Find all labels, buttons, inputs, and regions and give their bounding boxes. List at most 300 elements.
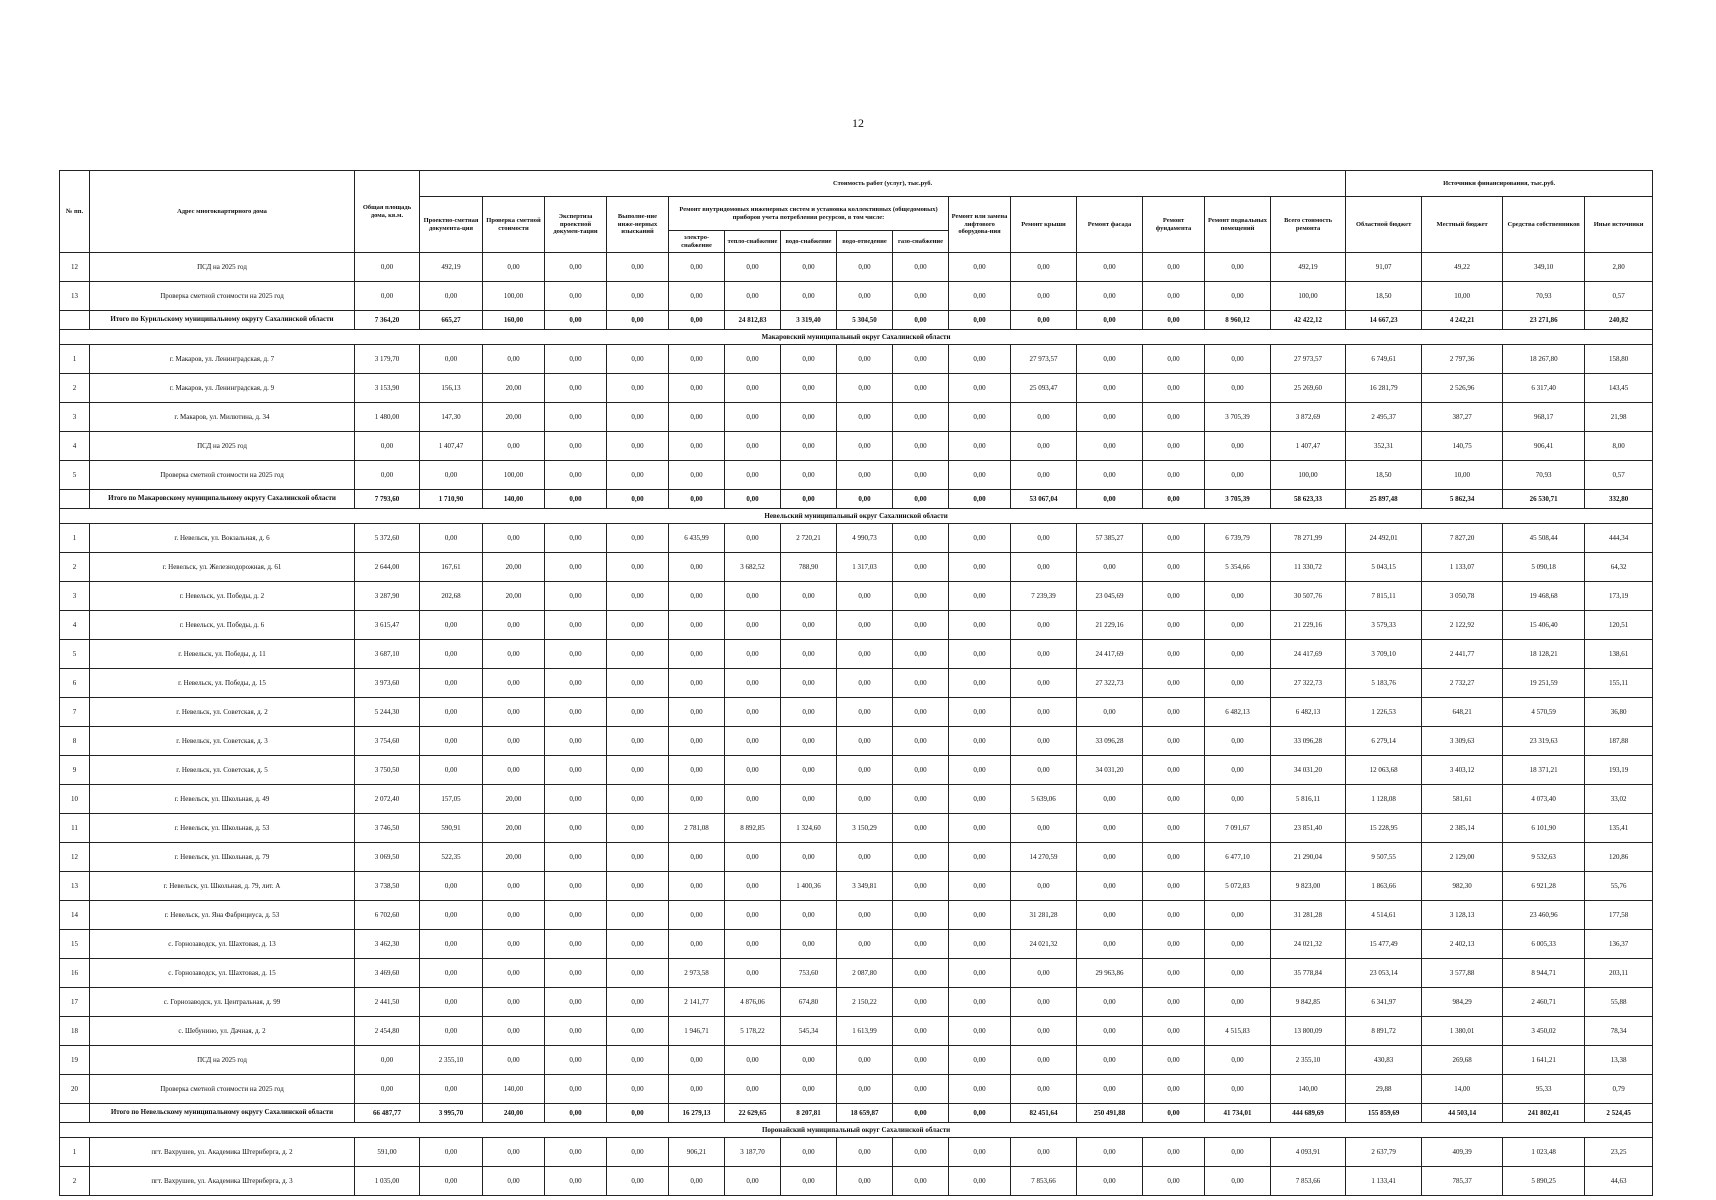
row-value: 23 271,86 — [1503, 311, 1585, 330]
row-address: г. Невельск, ул. Советская, д. 3 — [90, 727, 355, 756]
row-value: 0,00 — [893, 698, 949, 727]
row-value: 0,00 — [607, 553, 669, 582]
row-value: 70,93 — [1503, 461, 1585, 490]
row-value: 0,00 — [1011, 524, 1077, 553]
row-number: 18 — [60, 1017, 90, 1046]
row-value: 0,00 — [607, 727, 669, 756]
row-value: 0,00 — [1143, 1138, 1205, 1167]
row-value: 0,00 — [355, 432, 420, 461]
row-value: 1 380,01 — [1422, 1017, 1503, 1046]
row-value: 25 897,48 — [1346, 490, 1422, 509]
row-address: г. Макаров, ул. Ленинградская, д. 7 — [90, 345, 355, 374]
row-value: 21,98 — [1585, 403, 1653, 432]
row-value: 0,00 — [1143, 843, 1205, 872]
row-value: 0,00 — [420, 988, 483, 1017]
row-value: 0,00 — [483, 1138, 545, 1167]
row-value: 0,00 — [1011, 553, 1077, 582]
row-value: 0,00 — [949, 727, 1011, 756]
row-value: 0,00 — [607, 1046, 669, 1075]
row-value: 785,37 — [1422, 1167, 1503, 1196]
sub-gas-header: газо-снабжение — [893, 231, 949, 253]
row-value: 0,00 — [545, 930, 607, 959]
row-value: 0,00 — [949, 374, 1011, 403]
row-value: 9 842,85 — [1271, 988, 1346, 1017]
row-number: 4 — [60, 432, 90, 461]
row-value: 0,00 — [893, 1104, 949, 1123]
row-value: 44 503,14 — [1422, 1104, 1503, 1123]
row-value: 0,00 — [949, 1017, 1011, 1046]
row-value: 0,00 — [545, 490, 607, 509]
row-value: 5 862,34 — [1422, 490, 1503, 509]
row-value: 0,00 — [893, 843, 949, 872]
row-value: 3 403,12 — [1422, 756, 1503, 785]
row-number: 10 — [60, 785, 90, 814]
row-value: 0,00 — [607, 698, 669, 727]
row-value: 0,00 — [1205, 432, 1271, 461]
row-value: 3 705,39 — [1205, 490, 1271, 509]
row-value: 0,00 — [949, 1046, 1011, 1075]
row-value: 9 507,55 — [1346, 843, 1422, 872]
row-value: 1 946,71 — [669, 1017, 725, 1046]
row-value: 20,00 — [483, 843, 545, 872]
row-value: 0,00 — [607, 374, 669, 403]
table-row — [60, 901, 1653, 930]
row-value: 0,00 — [725, 374, 781, 403]
row-value: 984,29 — [1422, 988, 1503, 1017]
row-value: 5 178,22 — [725, 1017, 781, 1046]
row-value: 1 035,00 — [355, 1167, 420, 1196]
row-value: 0,00 — [483, 611, 545, 640]
row-value: 0,00 — [725, 698, 781, 727]
row-value: 0,00 — [545, 727, 607, 756]
row-value: 34 031,20 — [1271, 756, 1346, 785]
row-value: 1 023,48 — [1503, 1138, 1585, 1167]
row-value: 82 451,64 — [1011, 1104, 1077, 1123]
row-value: 0,00 — [781, 640, 837, 669]
row-value: 6 477,10 — [1205, 843, 1271, 872]
row-value: 173,19 — [1585, 582, 1653, 611]
row-value: 78 271,99 — [1271, 524, 1346, 553]
row-address: Итого по Невельскому муниципальному округу Сахалинской области — [90, 1104, 355, 1123]
row-value: 0,00 — [1205, 901, 1271, 930]
row-value: 3 462,30 — [355, 930, 420, 959]
row-value: 430,83 — [1346, 1046, 1422, 1075]
row-value: 0,00 — [725, 282, 781, 311]
row-value: 0,00 — [1077, 311, 1143, 330]
row-value: 0,00 — [1143, 669, 1205, 698]
row-address: Проверка сметной стоимости на 2025 год — [90, 461, 355, 490]
row-value: 0,00 — [1143, 959, 1205, 988]
row-value: 0,00 — [669, 553, 725, 582]
row-value: 9 823,00 — [1271, 872, 1346, 901]
row-value: 6 482,13 — [1205, 698, 1271, 727]
row-value: 0,00 — [545, 1167, 607, 1196]
row-value: 0,00 — [949, 930, 1011, 959]
row-value: 0,00 — [893, 461, 949, 490]
col-check-header: Проверка сметной стоимости — [483, 197, 545, 253]
row-value: 5 043,15 — [1346, 553, 1422, 582]
row-value: 0,00 — [1143, 253, 1205, 282]
row-value: 492,19 — [420, 253, 483, 282]
section-title: Невельский муниципальный округ Сахалинской области — [60, 509, 1653, 524]
row-value: 58 623,33 — [1271, 490, 1346, 509]
row-value: 0,00 — [1143, 524, 1205, 553]
row-value: 0,00 — [669, 930, 725, 959]
section-title: Поронайский муниципальный округ Сахалинской области — [60, 1123, 1653, 1138]
row-value: 0,00 — [1205, 640, 1271, 669]
row-value: 0,00 — [725, 403, 781, 432]
row-value: 0,00 — [607, 988, 669, 1017]
row-value: 753,60 — [781, 959, 837, 988]
row-value: 0,00 — [483, 345, 545, 374]
row-number: 6 — [60, 669, 90, 698]
row-address: г. Невельск, ул. Победы, д. 15 — [90, 669, 355, 698]
row-address: г. Невельск, ул. Советская, д. 2 — [90, 698, 355, 727]
row-value: 0,00 — [1205, 727, 1271, 756]
row-value: 0,00 — [781, 1046, 837, 1075]
row-value: 0,00 — [483, 1017, 545, 1046]
row-value: 0,00 — [545, 698, 607, 727]
row-value: 3 450,02 — [1503, 1017, 1585, 1046]
row-value: 0,00 — [893, 311, 949, 330]
row-value: 8 960,12 — [1205, 311, 1271, 330]
row-value: 6 279,14 — [1346, 727, 1422, 756]
row-value: 3 687,10 — [355, 640, 420, 669]
row-value: 5 639,06 — [1011, 785, 1077, 814]
row-value: 0,00 — [669, 698, 725, 727]
row-value: 0,00 — [725, 843, 781, 872]
row-value: 6 482,13 — [1271, 698, 1346, 727]
row-value: 0,00 — [545, 1075, 607, 1104]
row-address: Итого по Курильскому муниципальному округу Сахалинской области — [90, 311, 355, 330]
row-value: 0,00 — [1011, 756, 1077, 785]
row-value: 0,00 — [669, 756, 725, 785]
row-value: 0,00 — [725, 669, 781, 698]
row-number: 1 — [60, 345, 90, 374]
row-value: 2,80 — [1585, 253, 1653, 282]
row-value: 19 468,68 — [1503, 582, 1585, 611]
row-value: 0,00 — [420, 669, 483, 698]
row-value: 20,00 — [483, 553, 545, 582]
row-value: 0,00 — [893, 611, 949, 640]
row-value: 0,00 — [545, 843, 607, 872]
row-value: 20,00 — [483, 814, 545, 843]
row-value: 0,00 — [1077, 282, 1143, 311]
row-value: 34 031,20 — [1077, 756, 1143, 785]
row-value: 3 287,90 — [355, 582, 420, 611]
row-value: 0,00 — [949, 345, 1011, 374]
row-value: 0,00 — [837, 282, 893, 311]
row-value: 25 093,47 — [1011, 374, 1077, 403]
row-value: 0,00 — [355, 253, 420, 282]
row-value: 0,00 — [1143, 930, 1205, 959]
row-value: 591,00 — [355, 1138, 420, 1167]
row-value: 0,00 — [1077, 1075, 1143, 1104]
row-value: 30 507,76 — [1271, 582, 1346, 611]
row-value: 0,00 — [949, 253, 1011, 282]
row-value: 0,00 — [1077, 1046, 1143, 1075]
row-value: 0,00 — [1143, 814, 1205, 843]
row-value: 0,00 — [355, 1046, 420, 1075]
row-value: 0,00 — [949, 872, 1011, 901]
row-value: 0,00 — [781, 490, 837, 509]
row-value: 0,00 — [669, 1046, 725, 1075]
row-value: 7 815,11 — [1346, 582, 1422, 611]
row-value: 349,10 — [1503, 253, 1585, 282]
row-value: 0,00 — [1077, 698, 1143, 727]
row-value: 187,88 — [1585, 727, 1653, 756]
row-value: 0,00 — [1143, 461, 1205, 490]
row-value: 0,00 — [1143, 901, 1205, 930]
row-value: 4 093,91 — [1271, 1138, 1346, 1167]
row-value: 0,00 — [725, 901, 781, 930]
row-value: 3 995,70 — [420, 1104, 483, 1123]
row-value: 0,00 — [949, 1075, 1011, 1104]
row-address: г. Макаров, ул. Милютина, д. 34 — [90, 403, 355, 432]
row-value: 0,00 — [607, 669, 669, 698]
row-value: 0,00 — [949, 1138, 1011, 1167]
row-value: 0,00 — [781, 727, 837, 756]
row-value: 8 207,81 — [781, 1104, 837, 1123]
row-value: 0,00 — [669, 727, 725, 756]
row-value: 590,91 — [420, 814, 483, 843]
row-value: 0,00 — [837, 1075, 893, 1104]
row-value: 2 141,77 — [669, 988, 725, 1017]
section-header-row — [60, 1123, 1653, 1138]
row-value: 14,00 — [1422, 1075, 1503, 1104]
row-address: Проверка сметной стоимости на 2025 год — [90, 282, 355, 311]
row-value: 1 613,99 — [837, 1017, 893, 1046]
row-value: 23 460,96 — [1503, 901, 1585, 930]
row-value: 3 754,60 — [355, 727, 420, 756]
row-value: 55,88 — [1585, 988, 1653, 1017]
row-value: 0,00 — [837, 669, 893, 698]
row-address: с. Горнозаводск, ул. Шахтовая, д. 13 — [90, 930, 355, 959]
row-value: 0,00 — [725, 785, 781, 814]
row-value: 0,00 — [420, 756, 483, 785]
row-number: 1 — [60, 1138, 90, 1167]
row-value: 0,00 — [1077, 253, 1143, 282]
row-value: 1 400,36 — [781, 872, 837, 901]
row-value: 0,00 — [420, 640, 483, 669]
row-value: 0,00 — [949, 959, 1011, 988]
row-value: 0,00 — [1143, 282, 1205, 311]
row-value: 0,00 — [1205, 582, 1271, 611]
row-value: 155,11 — [1585, 669, 1653, 698]
row-value: 0,00 — [607, 253, 669, 282]
row-value: 5 304,50 — [837, 311, 893, 330]
row-value: 0,00 — [725, 727, 781, 756]
row-value: 5 244,30 — [355, 698, 420, 727]
row-value: 18 371,21 — [1503, 756, 1585, 785]
row-value: 0,00 — [545, 988, 607, 1017]
row-value: 0,00 — [545, 814, 607, 843]
row-value: 23 319,63 — [1503, 727, 1585, 756]
row-value: 0,00 — [837, 432, 893, 461]
row-number: 2 — [60, 1167, 90, 1196]
row-value: 21 229,16 — [1077, 611, 1143, 640]
table-row — [60, 727, 1653, 756]
row-value: 6 739,79 — [1205, 524, 1271, 553]
row-value: 0,00 — [781, 403, 837, 432]
row-value: 0,00 — [607, 524, 669, 553]
row-value: 0,00 — [607, 1075, 669, 1104]
row-value: 0,00 — [420, 282, 483, 311]
row-value: 0,00 — [1011, 959, 1077, 988]
row-value: 4 990,73 — [837, 524, 893, 553]
row-number: 3 — [60, 403, 90, 432]
row-value: 66 487,77 — [355, 1104, 420, 1123]
row-value: 0,00 — [837, 1167, 893, 1196]
row-value: 21 229,16 — [1271, 611, 1346, 640]
table-row — [60, 432, 1653, 461]
row-value: 0,00 — [781, 698, 837, 727]
row-number: 13 — [60, 282, 90, 311]
row-value: 0,00 — [1143, 1075, 1205, 1104]
row-value: 0,00 — [607, 461, 669, 490]
row-value: 0,00 — [949, 756, 1011, 785]
row-value: 0,00 — [837, 461, 893, 490]
row-value: 0,00 — [1205, 756, 1271, 785]
row-value: 0,00 — [420, 959, 483, 988]
row-value: 27 973,57 — [1271, 345, 1346, 374]
row-value: 0,00 — [1011, 1046, 1077, 1075]
row-value: 0,00 — [1077, 1167, 1143, 1196]
table-row — [60, 282, 1653, 311]
row-value: 15 477,49 — [1346, 930, 1422, 959]
row-value: 3 309,63 — [1422, 727, 1503, 756]
row-value: 5 354,66 — [1205, 553, 1271, 582]
row-value: 0,00 — [545, 282, 607, 311]
table-row — [60, 553, 1653, 582]
row-value: 0,00 — [483, 727, 545, 756]
row-value: 0,00 — [545, 611, 607, 640]
row-value: 0,00 — [483, 901, 545, 930]
row-value: 0,00 — [420, 901, 483, 930]
row-value: 0,00 — [669, 785, 725, 814]
row-number: 2 — [60, 374, 90, 403]
row-value: 0,00 — [1143, 872, 1205, 901]
row-value: 16 281,79 — [1346, 374, 1422, 403]
row-number: 5 — [60, 461, 90, 490]
row-value: 0,00 — [893, 727, 949, 756]
row-value: 64,32 — [1585, 553, 1653, 582]
row-value: 120,51 — [1585, 611, 1653, 640]
row-address: Итого по Макаровскому муниципальному округу Сахалинской области — [90, 490, 355, 509]
table-row — [60, 756, 1653, 785]
table-row — [60, 640, 1653, 669]
row-number — [60, 1104, 90, 1123]
row-value: 5 890,25 — [1503, 1167, 1585, 1196]
row-value: 2 072,40 — [355, 785, 420, 814]
row-value: 0,00 — [949, 490, 1011, 509]
row-value: 0,00 — [837, 403, 893, 432]
row-value: 0,00 — [893, 1138, 949, 1167]
row-value: 1 324,60 — [781, 814, 837, 843]
row-value: 0,00 — [1205, 959, 1271, 988]
row-value: 0,00 — [725, 1167, 781, 1196]
row-value: 0,00 — [1011, 611, 1077, 640]
row-value: 674,80 — [781, 988, 837, 1017]
row-value: 982,30 — [1422, 872, 1503, 901]
row-value: 0,00 — [607, 432, 669, 461]
row-value: 0,00 — [893, 1167, 949, 1196]
row-value: 158,80 — [1585, 345, 1653, 374]
row-value: 0,00 — [837, 374, 893, 403]
row-number: 17 — [60, 988, 90, 1017]
row-value: 444,34 — [1585, 524, 1653, 553]
section-header-row — [60, 509, 1653, 524]
row-value: 0,00 — [483, 524, 545, 553]
row-value: 0,00 — [781, 1075, 837, 1104]
row-value: 0,00 — [607, 843, 669, 872]
row-value: 352,31 — [1346, 432, 1422, 461]
row-value: 0,00 — [669, 843, 725, 872]
row-value: 15 228,95 — [1346, 814, 1422, 843]
row-value: 269,68 — [1422, 1046, 1503, 1075]
row-value: 13,38 — [1585, 1046, 1653, 1075]
row-value: 665,27 — [420, 311, 483, 330]
row-value: 2 495,37 — [1346, 403, 1422, 432]
row-value: 0,00 — [545, 640, 607, 669]
row-value: 0,00 — [1205, 1075, 1271, 1104]
row-value: 0,00 — [1205, 1138, 1271, 1167]
row-value: 0,00 — [669, 432, 725, 461]
table-row — [60, 959, 1653, 988]
row-value: 0,00 — [837, 1138, 893, 1167]
col-number-header: № пп. — [60, 171, 90, 253]
row-value: 0,00 — [949, 814, 1011, 843]
row-value: 0,00 — [355, 1075, 420, 1104]
row-value: 167,61 — [420, 553, 483, 582]
row-number: 15 — [60, 930, 90, 959]
row-value: 0,00 — [607, 901, 669, 930]
row-value: 0,00 — [607, 930, 669, 959]
row-value: 0,00 — [1011, 988, 1077, 1017]
row-value: 24 417,69 — [1271, 640, 1346, 669]
row-value: 0,00 — [1077, 901, 1143, 930]
row-value: 0,00 — [483, 640, 545, 669]
row-value: 0,00 — [669, 461, 725, 490]
row-number: 9 — [60, 756, 90, 785]
row-value: 0,00 — [420, 345, 483, 374]
row-value: 0,00 — [949, 785, 1011, 814]
row-number: 8 — [60, 727, 90, 756]
row-value: 0,00 — [893, 1017, 949, 1046]
row-value: 3 872,69 — [1271, 403, 1346, 432]
table-row — [60, 785, 1653, 814]
row-value: 42 422,12 — [1271, 311, 1346, 330]
row-value: 4 242,21 — [1422, 311, 1503, 330]
row-number: 11 — [60, 814, 90, 843]
row-value: 545,34 — [781, 1017, 837, 1046]
row-value: 0,00 — [949, 1104, 1011, 1123]
row-value: 0,00 — [893, 403, 949, 432]
row-value: 0,00 — [1077, 345, 1143, 374]
row-value: 7 364,20 — [355, 311, 420, 330]
row-value: 0,00 — [725, 1075, 781, 1104]
row-value: 55,76 — [1585, 872, 1653, 901]
row-value: 100,00 — [483, 461, 545, 490]
row-value: 0,00 — [545, 345, 607, 374]
row-value: 1 133,07 — [1422, 553, 1503, 582]
row-value: 581,61 — [1422, 785, 1503, 814]
row-value: 0,00 — [837, 640, 893, 669]
row-value: 0,00 — [837, 490, 893, 509]
col-roof-header: Ремонт крыши — [1011, 197, 1077, 253]
row-value: 0,00 — [725, 930, 781, 959]
row-value: 0,00 — [949, 432, 1011, 461]
